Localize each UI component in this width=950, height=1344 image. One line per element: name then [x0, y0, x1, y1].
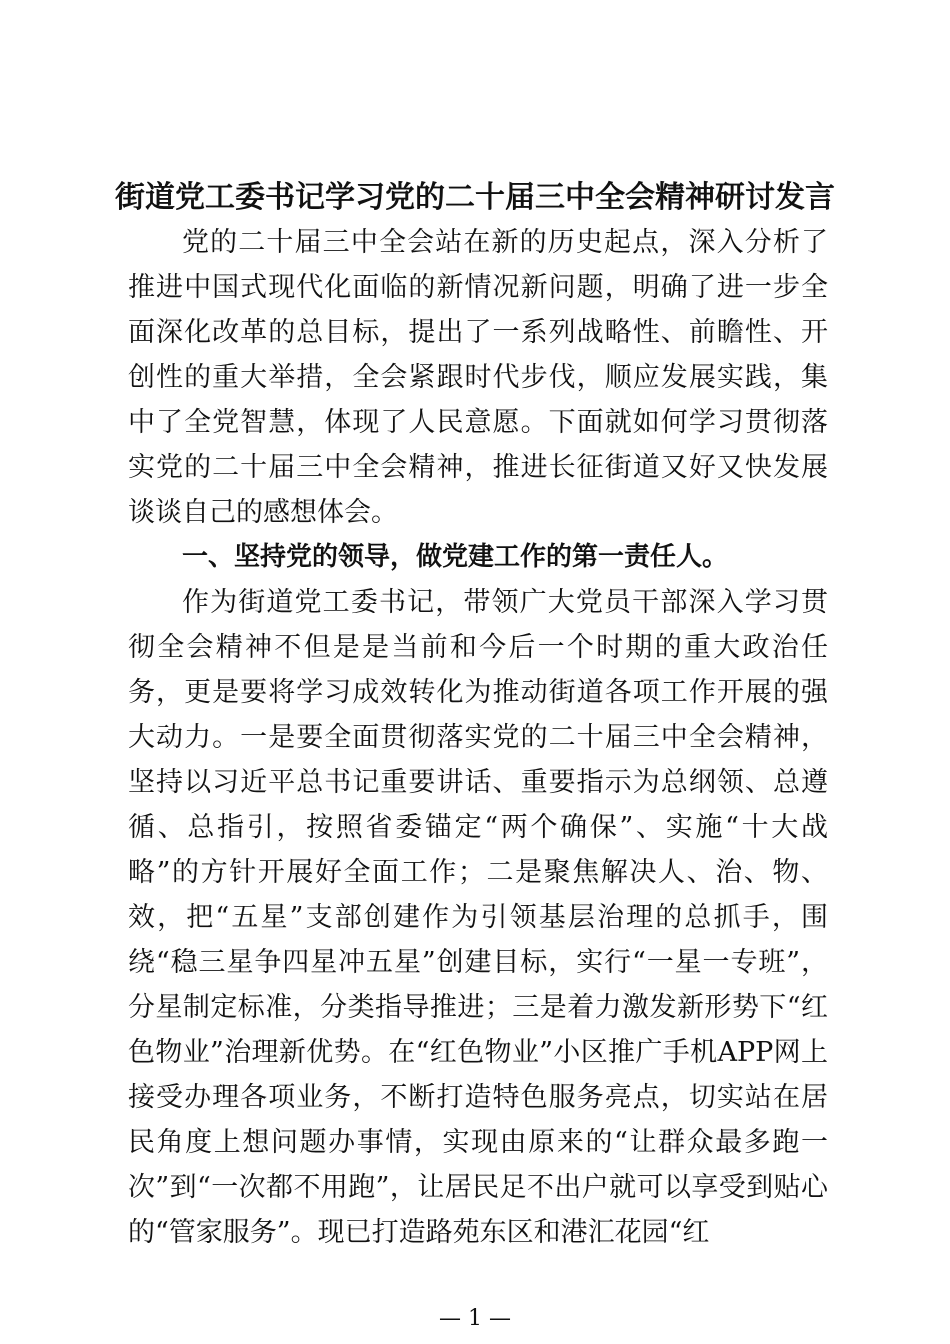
document-title: 街道党工委书记学习党的二十届三中全会精神研讨发言 — [115, 180, 835, 215]
section-heading: 一、坚持党的领导，做党建工作的第一责任人。 — [182, 542, 729, 572]
document-body — [128, 220, 828, 1255]
page-number: — 1 — — [439, 1306, 511, 1331]
section-paragraph: 作为街道党工委书记，带领广大党员干部深入学习贯彻全会精神不但是是当前和今后一个时期的重大政治任务，更是要将学习成效转化为推动街道各项工作开展的强大动力。一是要全面贯彻落实党的二十届三中全会精神，坚持以习近平总书记重要讲话、重要指示为总纲领、总遵循、总指引，按照省委锚定“两个确保”、实施“十大战略”的方针开展好全面工作；二是聚焦解决人、治、物、效，把“五星”支部创建作为引领基层治理的总抓手，围绕“稳三星争四星冲五星”创建目标，实行“一星一专班”，分星制定标准，分类指导推进；三是着力激发新形势下“红色物业”治理新优势。在“红色物业”小区推广手机APP网上接受办理各项业务，不断打造特色服务亮点，切实站在居民角度上想问题办事情，实现由原来的“让群众最多跑一次”到“一次都不用跑”，让居民足不出户就可以享受到贴心的“管家服务”。现已打造路苑东区和港汇花园“红 — [128, 587, 828, 1248]
intro-paragraph: 党的二十届三中全会站在新的历史起点，深入分析了推进中国式现代化面临的新情况新问题，明确了进一步全面深化改革的总目标，提出了一系列战略性、前瞻性、开创性的重大举措，全会紧跟时代步伐，顺应发展实践，集中了全党智慧，体现了人民意愿。下面就如何学习贯彻落实党的二十届三中全会精神，推进长征街道又好又快发展谈谈自己的感想体会。 — [128, 227, 828, 528]
